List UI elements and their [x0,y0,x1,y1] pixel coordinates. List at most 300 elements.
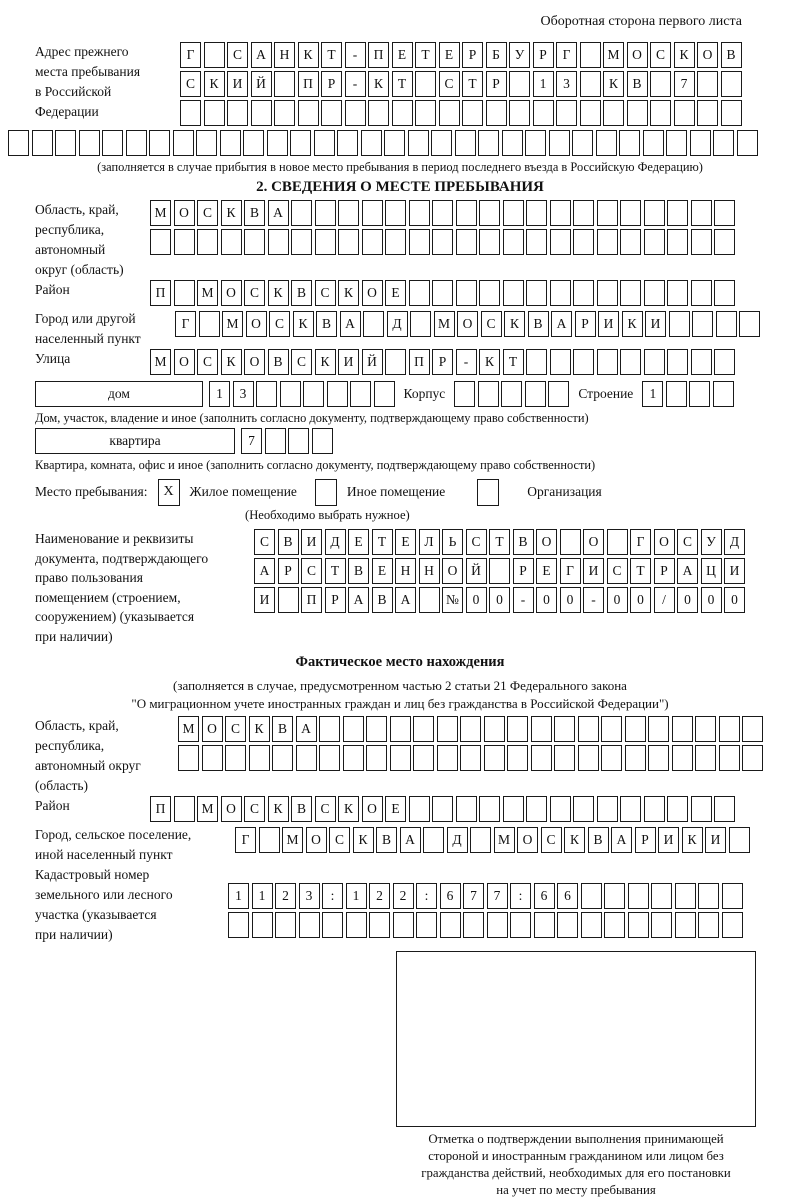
char-box[interactable] [650,71,671,97]
char-box[interactable] [456,229,477,255]
char-box[interactable]: И [227,71,248,97]
char-box[interactable]: К [479,349,500,375]
char-box[interactable] [667,280,688,306]
char-box[interactable]: К [603,71,624,97]
char-box[interactable] [554,716,575,742]
char-box[interactable] [362,229,383,255]
char-box[interactable] [550,200,571,226]
char-box[interactable] [742,716,763,742]
char-box[interactable]: М [197,796,218,822]
char-box[interactable]: Д [325,529,346,555]
char-box[interactable] [440,912,461,938]
char-box[interactable]: О [697,42,718,68]
char-box[interactable] [501,381,522,407]
char-box[interactable] [486,100,507,126]
char-box[interactable]: И [658,827,679,853]
char-box[interactable]: Т [630,558,651,584]
char-box[interactable] [343,745,364,771]
char-box[interactable]: И [645,311,666,337]
char-box[interactable]: С [269,311,290,337]
stay-option-other-checkbox[interactable] [315,479,337,506]
char-box[interactable]: Д [387,311,408,337]
char-box[interactable] [322,912,343,938]
char-box[interactable]: В [513,529,534,555]
char-box[interactable] [462,100,483,126]
char-box[interactable]: Р [533,42,554,68]
char-box[interactable] [460,745,481,771]
char-box[interactable] [573,229,594,255]
char-box[interactable] [150,229,171,255]
char-box[interactable] [713,130,734,156]
char-box[interactable] [220,130,241,156]
char-box[interactable] [432,796,453,822]
char-box[interactable] [714,796,735,822]
char-box[interactable] [338,229,359,255]
char-box[interactable] [698,912,719,938]
char-box[interactable] [454,381,475,407]
char-box[interactable] [303,381,324,407]
char-box[interactable] [526,280,547,306]
char-box[interactable] [484,745,505,771]
char-box[interactable]: К [338,796,359,822]
char-box[interactable] [338,200,359,226]
char-box[interactable] [489,558,510,584]
char-box[interactable] [691,280,712,306]
char-box[interactable]: Е [395,529,416,555]
char-box[interactable] [675,912,696,938]
char-box[interactable] [460,716,481,742]
char-box[interactable] [432,280,453,306]
char-box[interactable] [410,311,431,337]
char-box[interactable] [502,130,523,156]
char-box[interactable] [178,745,199,771]
char-box[interactable]: М [282,827,303,853]
char-box[interactable]: В [372,587,393,613]
char-box[interactable] [581,912,602,938]
char-box[interactable]: А [340,311,361,337]
char-box[interactable] [554,745,575,771]
char-box[interactable] [280,381,301,407]
char-box[interactable] [408,130,429,156]
char-box[interactable] [669,311,690,337]
char-box[interactable]: А [296,716,317,742]
char-box[interactable] [578,745,599,771]
char-box[interactable]: Ц [701,558,722,584]
char-box[interactable] [572,130,593,156]
char-box[interactable]: : [416,883,437,909]
char-box[interactable]: А [268,200,289,226]
char-box[interactable] [597,349,618,375]
char-box[interactable] [244,229,265,255]
char-box[interactable] [672,745,693,771]
char-box[interactable]: Р [321,71,342,97]
char-box[interactable] [390,716,411,742]
char-box[interactable]: К [315,349,336,375]
char-box[interactable] [534,912,555,938]
char-box[interactable]: А [254,558,275,584]
char-box[interactable]: О [654,529,675,555]
char-box[interactable] [256,381,277,407]
char-box[interactable]: 7 [241,428,262,454]
char-box[interactable] [666,381,687,407]
char-box[interactable] [672,716,693,742]
char-box[interactable] [337,130,358,156]
char-box[interactable] [526,796,547,822]
char-box[interactable] [507,716,528,742]
char-box[interactable] [531,745,552,771]
char-box[interactable]: У [701,529,722,555]
char-box[interactable] [174,229,195,255]
char-box[interactable]: О [221,280,242,306]
char-box[interactable] [315,200,336,226]
char-box[interactable] [221,229,242,255]
char-box[interactable]: К [293,311,314,337]
char-box[interactable] [651,883,672,909]
char-box[interactable] [290,130,311,156]
char-box[interactable]: Л [419,529,440,555]
char-box[interactable]: Е [439,42,460,68]
char-box[interactable]: Г [556,42,577,68]
char-box[interactable] [319,716,340,742]
char-box[interactable] [79,130,100,156]
char-box[interactable]: О [362,796,383,822]
char-box[interactable] [644,229,665,255]
char-box[interactable] [509,71,530,97]
char-box[interactable]: К [504,311,525,337]
char-box[interactable] [604,912,625,938]
char-box[interactable]: Р [432,349,453,375]
char-box[interactable] [625,716,646,742]
char-box[interactable]: Б [486,42,507,68]
char-box[interactable] [691,349,712,375]
char-box[interactable]: Р [486,71,507,97]
char-box[interactable]: Р [278,558,299,584]
char-box[interactable]: П [301,587,322,613]
char-box[interactable]: Н [395,558,416,584]
char-box[interactable]: Т [372,529,393,555]
char-box[interactable] [695,716,716,742]
char-box[interactable]: Т [325,558,346,584]
char-box[interactable]: М [603,42,624,68]
char-box[interactable]: О [627,42,648,68]
char-box[interactable] [550,229,571,255]
char-box[interactable] [196,130,217,156]
char-box[interactable] [580,42,601,68]
char-box[interactable]: О [202,716,223,742]
char-box[interactable]: - [583,587,604,613]
char-box[interactable] [478,381,499,407]
char-box[interactable] [597,229,618,255]
char-box[interactable] [479,280,500,306]
char-box[interactable] [366,716,387,742]
char-box[interactable] [503,796,524,822]
char-box[interactable]: 6 [534,883,555,909]
char-box[interactable]: О [174,349,195,375]
char-box[interactable]: С [315,796,336,822]
char-box[interactable] [416,912,437,938]
char-box[interactable] [265,428,286,454]
char-box[interactable] [607,529,628,555]
char-box[interactable] [362,200,383,226]
char-box[interactable] [487,912,508,938]
char-box[interactable] [526,229,547,255]
char-box[interactable]: Т [462,71,483,97]
char-box[interactable]: М [150,349,171,375]
char-box[interactable] [180,100,201,126]
char-box[interactable] [423,827,444,853]
char-box[interactable] [620,229,641,255]
char-box[interactable]: 0 [630,587,651,613]
char-box[interactable] [321,100,342,126]
char-box[interactable]: В [244,200,265,226]
char-box[interactable] [714,280,735,306]
char-box[interactable]: Р [654,558,675,584]
char-box[interactable]: К [622,311,643,337]
char-box[interactable]: К [221,349,242,375]
char-box[interactable] [291,229,312,255]
char-box[interactable]: В [721,42,742,68]
char-box[interactable] [385,349,406,375]
char-box[interactable] [249,745,270,771]
char-box[interactable] [413,745,434,771]
char-box[interactable] [628,912,649,938]
char-box[interactable]: А [677,558,698,584]
char-box[interactable] [674,100,695,126]
char-box[interactable] [390,745,411,771]
char-box[interactable] [742,745,763,771]
char-box[interactable] [267,130,288,156]
char-box[interactable]: С [677,529,698,555]
char-box[interactable] [174,280,195,306]
char-box[interactable] [597,280,618,306]
char-box[interactable] [409,200,430,226]
char-box[interactable]: С [650,42,671,68]
char-box[interactable]: 0 [607,587,628,613]
char-box[interactable] [288,428,309,454]
char-box[interactable] [650,100,671,126]
char-box[interactable] [298,100,319,126]
char-box[interactable]: А [348,587,369,613]
char-box[interactable] [644,280,665,306]
char-box[interactable] [601,745,622,771]
char-box[interactable]: В [348,558,369,584]
char-box[interactable]: Т [321,42,342,68]
char-box[interactable] [596,130,617,156]
char-box[interactable] [463,912,484,938]
char-box[interactable] [437,745,458,771]
char-box[interactable] [573,200,594,226]
char-box[interactable] [560,529,581,555]
char-box[interactable] [259,827,280,853]
char-box[interactable]: - [345,71,366,97]
char-box[interactable] [204,42,225,68]
char-box[interactable] [675,883,696,909]
char-box[interactable] [197,229,218,255]
char-box[interactable]: А [611,827,632,853]
char-box[interactable] [409,280,430,306]
char-box[interactable] [439,100,460,126]
char-box[interactable]: 1 [533,71,554,97]
char-box[interactable] [580,71,601,97]
char-box[interactable]: В [278,529,299,555]
char-box[interactable] [419,587,440,613]
char-box[interactable] [361,130,382,156]
char-box[interactable]: И [301,529,322,555]
char-box[interactable] [415,100,436,126]
char-box[interactable]: К [249,716,270,742]
char-box[interactable]: М [494,827,515,853]
char-box[interactable]: К [204,71,225,97]
char-box[interactable] [126,130,147,156]
char-box[interactable] [202,745,223,771]
char-box[interactable] [597,200,618,226]
char-box[interactable] [432,229,453,255]
char-box[interactable]: / [654,587,675,613]
char-box[interactable]: 1 [252,883,273,909]
char-box[interactable] [548,381,569,407]
char-box[interactable]: К [353,827,374,853]
char-box[interactable] [526,200,547,226]
stay-option-organization-checkbox[interactable] [477,479,499,506]
char-box[interactable] [550,349,571,375]
char-box[interactable]: И [705,827,726,853]
char-box[interactable] [531,716,552,742]
char-box[interactable] [385,200,406,226]
char-box[interactable] [227,100,248,126]
char-box[interactable] [278,587,299,613]
char-box[interactable] [368,100,389,126]
char-box[interactable]: К [368,71,389,97]
char-box[interactable] [374,381,395,407]
char-box[interactable]: Е [372,558,393,584]
char-box[interactable]: С [244,796,265,822]
char-box[interactable]: Е [536,558,557,584]
char-box[interactable] [719,716,740,742]
char-box[interactable] [393,912,414,938]
char-box[interactable]: № [442,587,463,613]
char-box[interactable] [643,130,664,156]
char-box[interactable]: У [509,42,530,68]
char-box[interactable]: Е [385,796,406,822]
char-box[interactable] [691,200,712,226]
char-box[interactable]: П [298,71,319,97]
char-box[interactable] [692,311,713,337]
char-box[interactable] [737,130,758,156]
char-box[interactable]: Р [325,587,346,613]
char-box[interactable] [550,280,571,306]
char-box[interactable]: К [221,200,242,226]
char-box[interactable]: К [268,796,289,822]
char-box[interactable] [346,912,367,938]
char-box[interactable]: М [197,280,218,306]
char-box[interactable] [479,200,500,226]
char-box[interactable] [503,200,524,226]
char-box[interactable] [314,130,335,156]
char-box[interactable] [721,71,742,97]
char-box[interactable]: В [291,796,312,822]
char-box[interactable]: А [251,42,272,68]
char-box[interactable]: С [439,71,460,97]
char-box[interactable]: П [150,796,171,822]
char-box[interactable]: П [368,42,389,68]
char-box[interactable]: Н [419,558,440,584]
char-box[interactable]: О [536,529,557,555]
char-box[interactable]: О [517,827,538,853]
char-box[interactable] [644,349,665,375]
char-box[interactable] [573,349,594,375]
char-box[interactable] [345,100,366,126]
char-box[interactable] [690,130,711,156]
char-box[interactable]: В [588,827,609,853]
char-box[interactable] [274,71,295,97]
char-box[interactable] [470,827,491,853]
char-box[interactable]: О [442,558,463,584]
char-box[interactable]: М [178,716,199,742]
char-box[interactable] [601,716,622,742]
char-box[interactable] [509,100,530,126]
char-box[interactable] [722,883,743,909]
char-box[interactable]: Р [575,311,596,337]
char-box[interactable] [319,745,340,771]
char-box[interactable] [272,745,293,771]
char-box[interactable] [415,71,436,97]
char-box[interactable]: : [322,883,343,909]
char-box[interactable] [384,130,405,156]
char-box[interactable] [691,796,712,822]
char-box[interactable]: И [338,349,359,375]
char-box[interactable] [619,130,640,156]
char-box[interactable] [363,311,384,337]
char-box[interactable] [573,280,594,306]
char-box[interactable] [291,200,312,226]
char-box[interactable] [343,716,364,742]
char-box[interactable] [525,130,546,156]
char-box[interactable]: С [301,558,322,584]
char-box[interactable] [714,349,735,375]
char-box[interactable]: С [481,311,502,337]
char-box[interactable] [409,796,430,822]
char-box[interactable] [667,200,688,226]
char-box[interactable] [581,883,602,909]
char-box[interactable]: А [551,311,572,337]
char-box[interactable]: О [174,200,195,226]
char-box[interactable]: С [254,529,275,555]
char-box[interactable]: Й [362,349,383,375]
char-box[interactable] [719,745,740,771]
char-box[interactable] [275,912,296,938]
char-box[interactable] [327,381,348,407]
char-box[interactable] [413,716,434,742]
char-box[interactable] [8,130,29,156]
char-box[interactable]: 7 [463,883,484,909]
char-box[interactable] [580,100,601,126]
char-box[interactable]: О [246,311,267,337]
char-box[interactable] [721,100,742,126]
char-box[interactable] [667,349,688,375]
char-box[interactable]: О [306,827,327,853]
char-box[interactable]: О [457,311,478,337]
char-box[interactable]: С [197,349,218,375]
char-box[interactable] [691,229,712,255]
char-box[interactable] [620,349,641,375]
char-box[interactable]: С [541,827,562,853]
char-box[interactable] [667,796,688,822]
char-box[interactable] [627,100,648,126]
char-box[interactable] [714,229,735,255]
char-box[interactable]: С [607,558,628,584]
char-box[interactable] [479,796,500,822]
char-box[interactable] [573,796,594,822]
